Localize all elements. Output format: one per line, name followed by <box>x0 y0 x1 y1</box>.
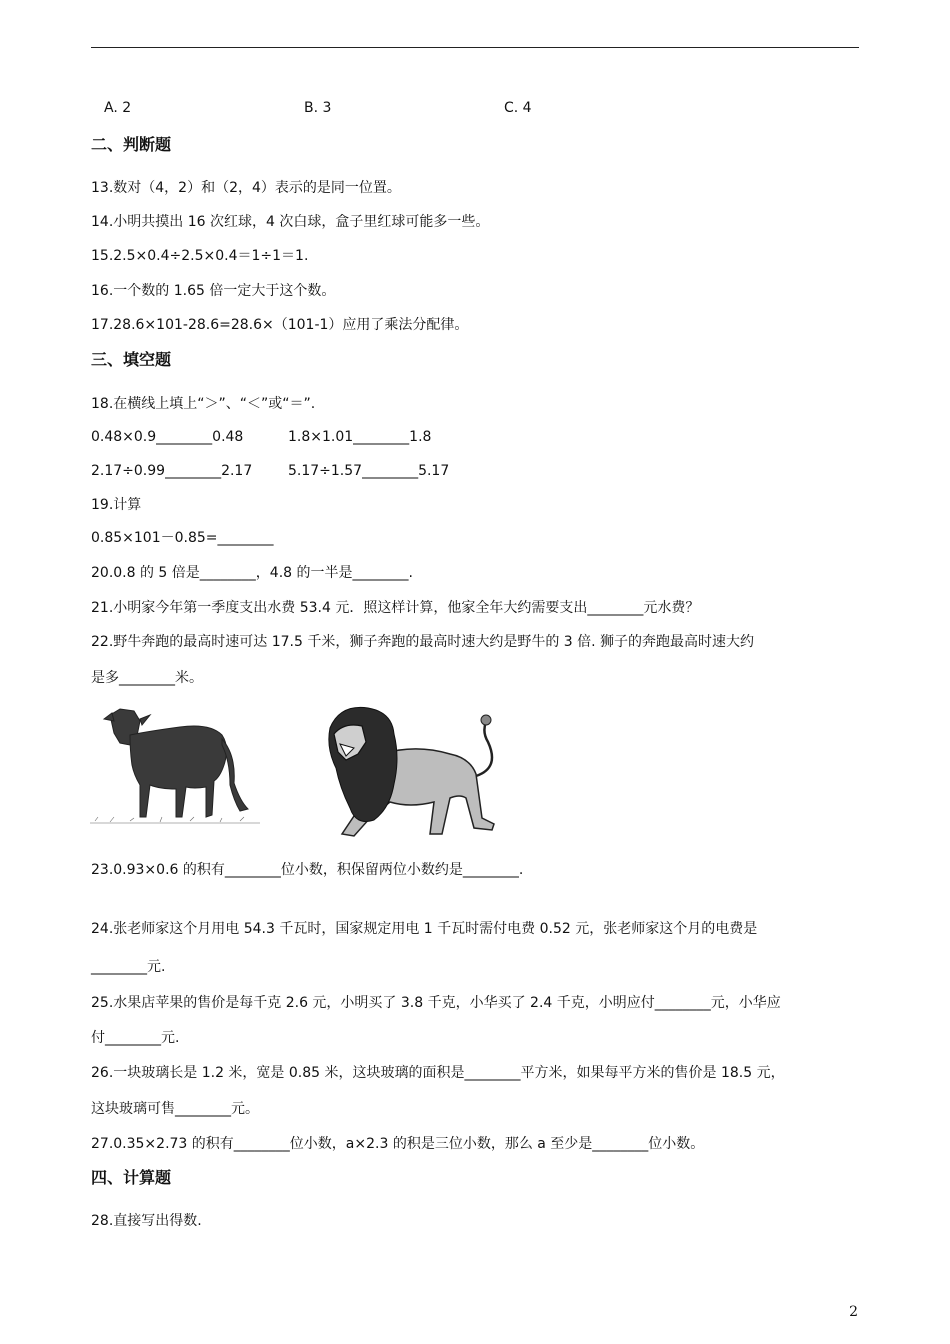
lion-illustration <box>310 698 510 848</box>
question-23: 23.0.93×0.6 的积有________位小数，积保留两位小数约是________. <box>91 862 524 878</box>
question-18: 18.在横线上填上“＞”、“＜”或“＝”. <box>91 396 316 412</box>
header-rule <box>91 47 859 48</box>
question-17: 17.28.6×101-28.6=28.6×（101-1）应用了乘法分配律。 <box>91 317 469 333</box>
question-26-line2: 这块玻璃可售________元。 <box>91 1101 259 1117</box>
question-13: 13.数对（4，2）和（2，4）表示的是同一位置。 <box>91 180 401 196</box>
question-26-line1: 26.一块玻璃长是 1.2 米，宽是 0.85 米，这块玻璃的面积是________平方米，如果每平方米的售价是 18.5 元， <box>91 1065 785 1081</box>
section-calc-title: 四、计算题 <box>91 1168 172 1187</box>
option-b: B. 3 <box>304 100 332 116</box>
section-fill-title: 三、填空题 <box>91 350 172 369</box>
question-20: 20.0.8 的 5 倍是________，4.8 的一半是________. <box>91 565 413 581</box>
section-judge-title: 二、判断题 <box>91 135 172 154</box>
question-28: 28.直接写出得数. <box>91 1213 202 1229</box>
question-25-line1: 25.水果店苹果的售价是每千克 2.6 元，小明买了 3.8 千克，小华买了 2.4 千克，小明应付________元，小华应 <box>91 995 781 1011</box>
question-19: 19.计算 <box>91 497 142 513</box>
question-18-c: 2.17÷0.99________2.17 <box>91 463 253 479</box>
question-21: 21.小明家今年第一季度支出水费 53.4 元．照这样计算，他家全年大约需要支出________元水费？ <box>91 600 700 616</box>
question-24-line2: ________元. <box>91 959 166 975</box>
question-19-a: 0.85×101－0.85=________ <box>91 530 274 546</box>
question-14: 14.小明共摸出 16 次红球，4 次白球，盒子里红球可能多一些。 <box>91 214 490 230</box>
question-18-a: 0.48×0.9________0.48 <box>91 429 244 445</box>
option-c: C. 4 <box>504 100 532 116</box>
question-22-line1: 22.野牛奔跑的最高时速可达 17.5 千米，狮子奔跑的最高时速大约是野牛的 3 倍. 狮子的奔跑最高时速大约 <box>91 634 755 650</box>
page-number: 2 <box>849 1304 858 1320</box>
question-25-line2: 付________元. <box>91 1030 180 1046</box>
question-15: 15.2.5×0.4÷2.5×0.4＝1÷1＝1. <box>91 248 309 264</box>
question-16: 16.一个数的 1.65 倍一定大于这个数。 <box>91 283 336 299</box>
question-22-line2: 是多________米。 <box>91 670 203 686</box>
option-a: A. 2 <box>104 100 132 116</box>
question-18-b: 1.8×1.01________1.8 <box>288 429 432 445</box>
question-18-d: 5.17÷1.57________5.17 <box>288 463 450 479</box>
question-24-line1: 24.张老师家这个月用电 54.3 千瓦时，国家规定用电 1 千瓦时需付电费 0.52 元，张老师家这个月的电费是 <box>91 921 758 937</box>
question-27: 27.0.35×2.73 的积有________位小数，a×2.3 的积是三位小数，那么 a 至少是________位小数。 <box>91 1136 705 1152</box>
buffalo-illustration <box>90 705 260 830</box>
